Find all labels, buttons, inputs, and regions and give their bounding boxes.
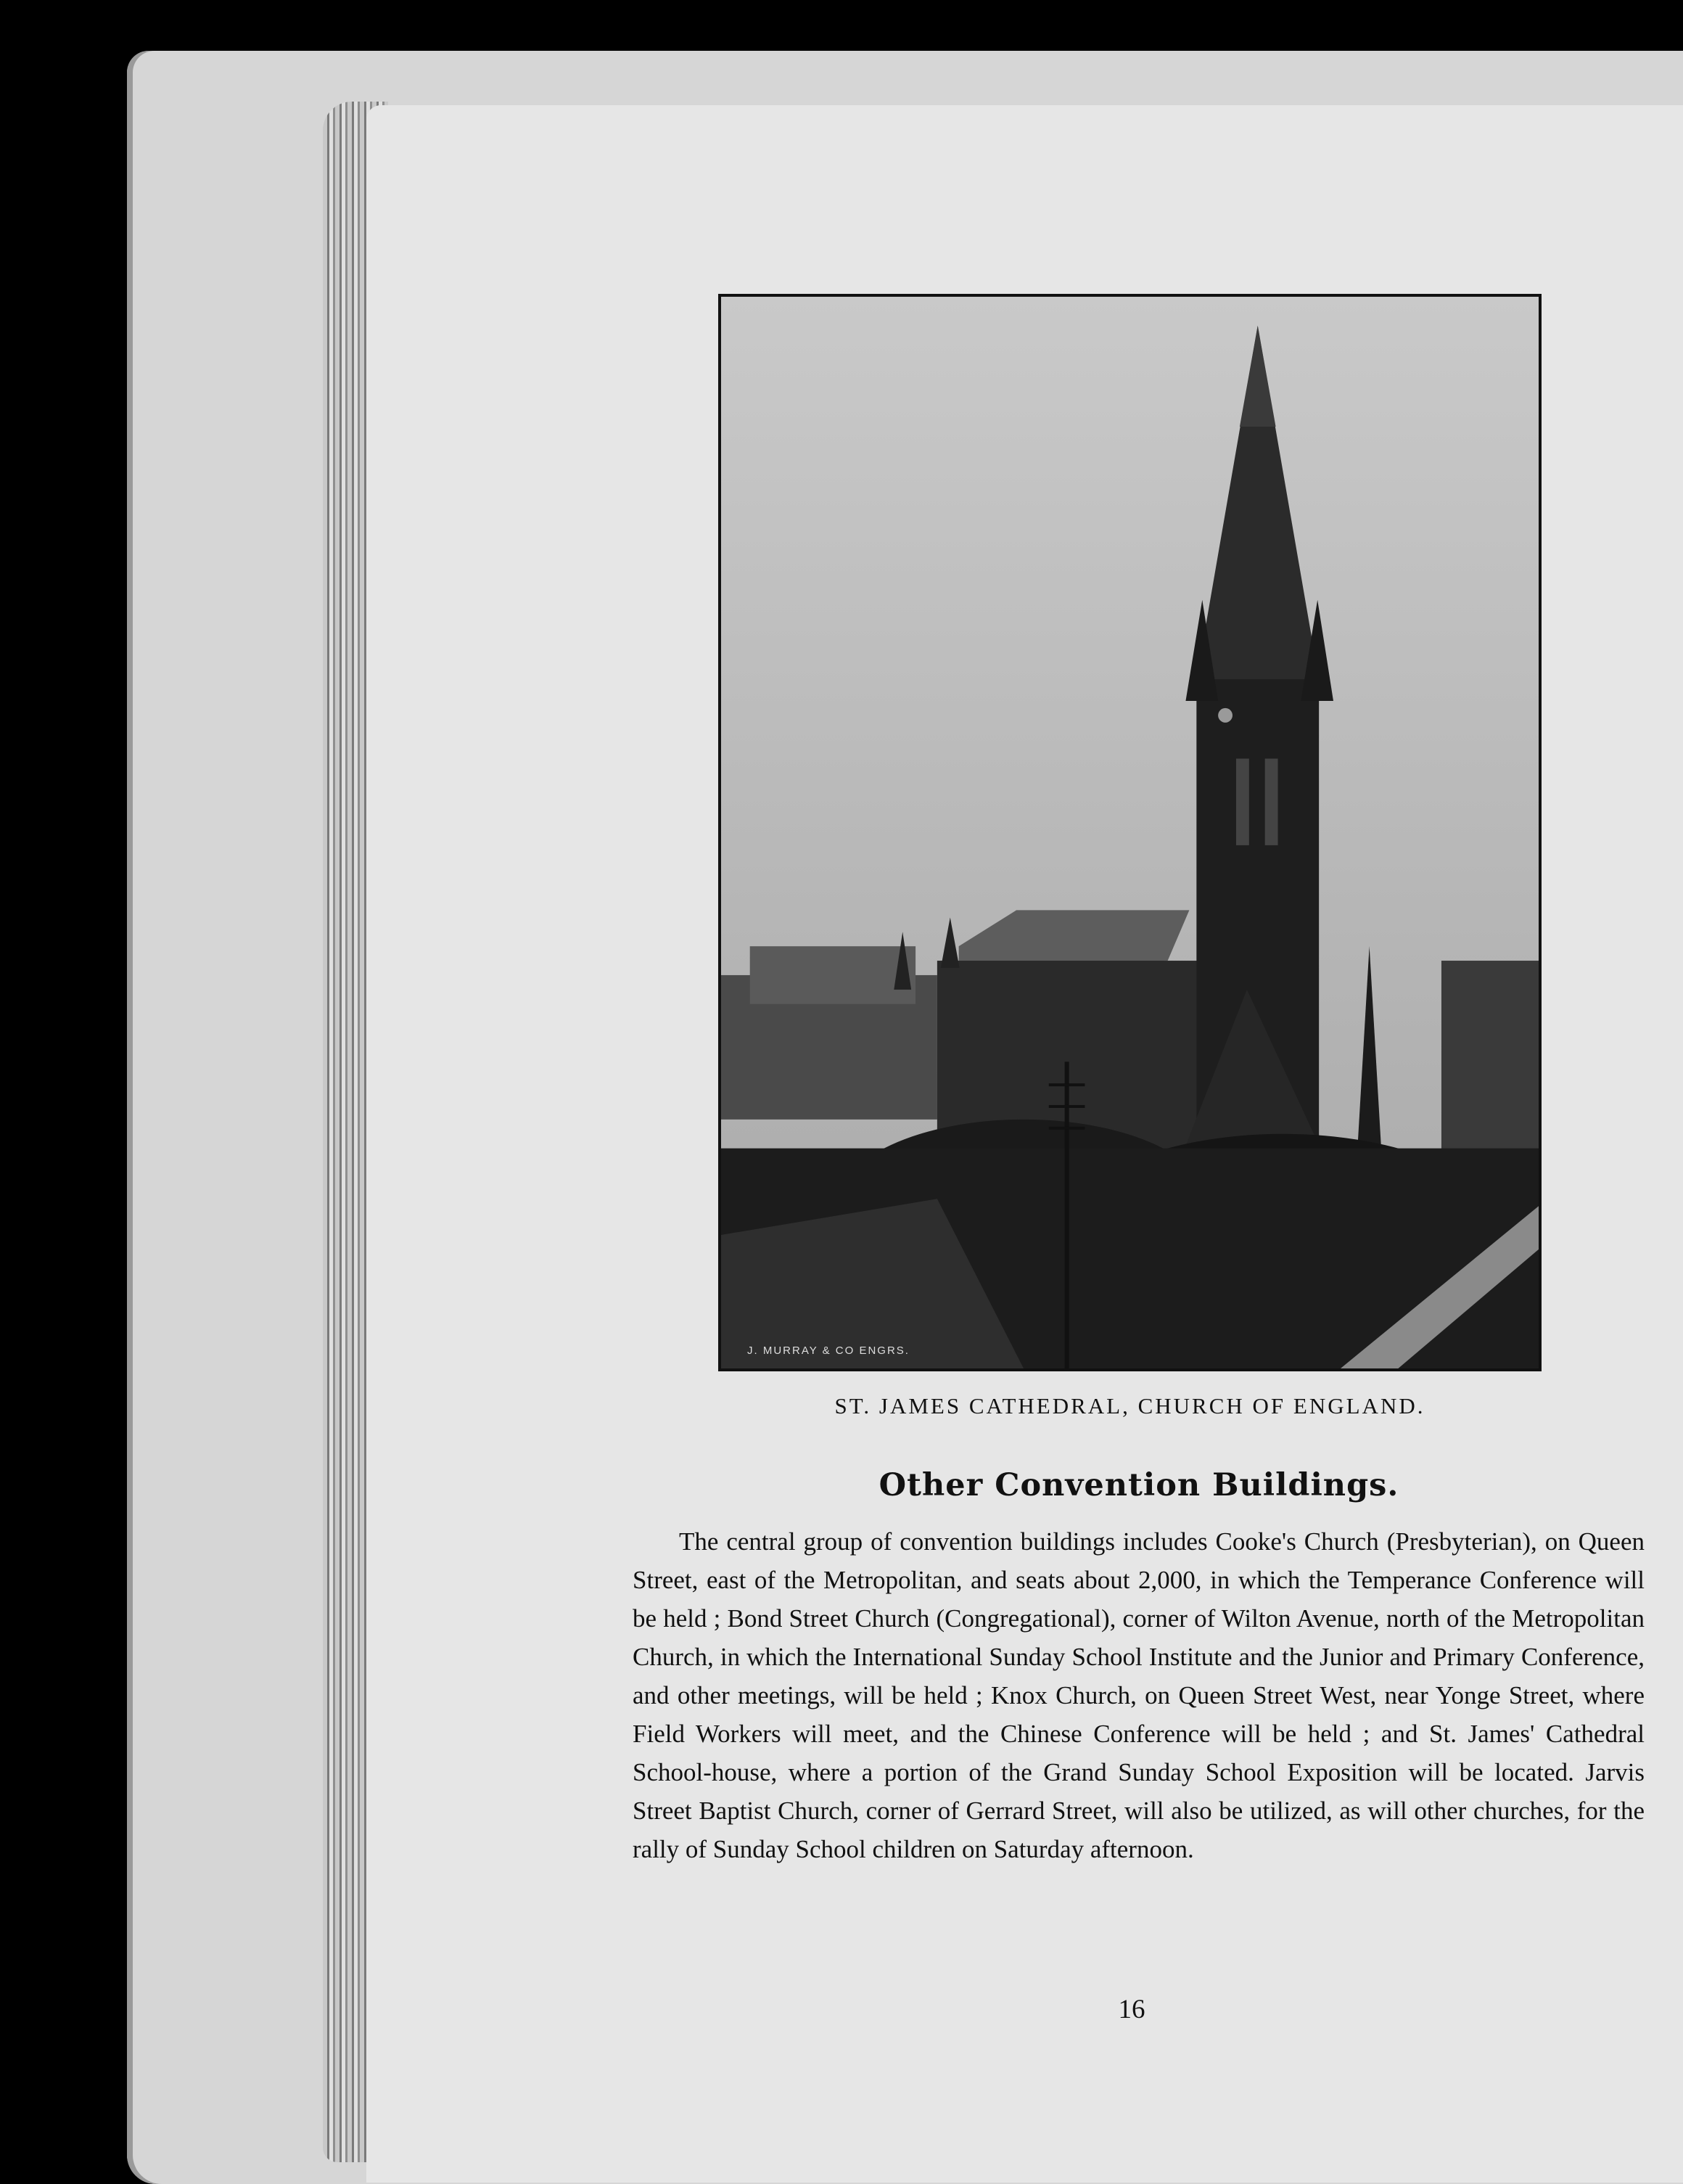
page-number: 16 <box>1118 1995 1145 2024</box>
cathedral-photograph <box>718 294 1542 1371</box>
photo-caption: ST. JAMES CATHEDRAL, CHURCH OF ENGLAND. <box>834 1393 1425 1419</box>
engraver-mark: J. MURRAY & CO ENGRS. <box>747 1345 910 1357</box>
section-heading: Other Convention Buildings. <box>878 1467 1399 1503</box>
body-paragraph: The central group of convention buildings includes Cooke's Church (Presbyterian), on Queen Street, east of the Metropolitan, and seats about 2,000, in which the Temperance Conference will be held ; Bond Street Church (Congregational), corner of Wilton Avenue, north of the Metropolitan Church, in which the International Sunday School Institute and the Junior and Primary Conference, and other meetings, will be held ; Knox Church, on Queen Street West, near Yonge Street, where Field Workers will meet, and the Chinese Conference will be held ; and St. James' Cathedral School-house, where a portion of the Grand Sunday School Exposition will be located. Jarvis Street Baptist Church, corner of Gerrard Street, will also be utilized, as will other churches, for the rally of Sunday School children on Saturday afternoon. <box>633 1527 1645 1863</box>
cathedral-illustration <box>721 297 1539 1368</box>
